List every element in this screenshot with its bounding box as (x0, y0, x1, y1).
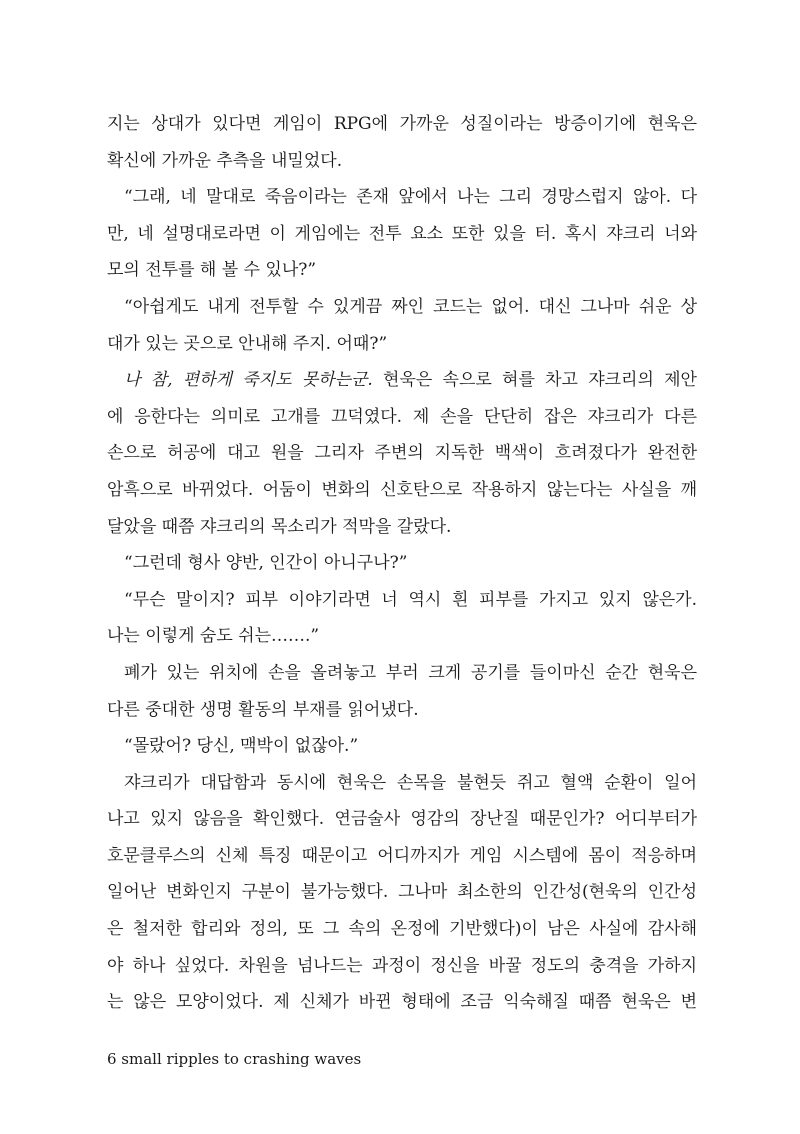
line-text: 지는 상대가 있다면 게임이 RPG에 가까운 성질이라는 방증이기에 현욱은 (107, 114, 697, 134)
text-line (107, 399, 697, 436)
text-line (107, 582, 697, 619)
text-line (107, 509, 697, 546)
line-text: 달았을 때쯤 쟈크리의 목소리가 적막을 갈랐다. (107, 516, 452, 537)
text-line (107, 874, 697, 911)
page-body-text (107, 106, 697, 1021)
italic-text: 나 참, 편하게 죽지도 못하는군. (124, 370, 373, 391)
line-text: 현욱은 속으로 혀를 차고 쟈크리의 제안 (372, 370, 697, 391)
text-line (107, 472, 697, 509)
text-line (107, 765, 697, 802)
line-text: 는 않은 모양이었다. 제 신체가 바뀐 형태에 조금 익숙해질 때쯤 현욱은 변 (107, 992, 697, 1013)
text-line (107, 216, 697, 253)
text-line (107, 948, 697, 985)
line-text: 만, 네 설명대로라면 이 게임에는 전투 요소 또한 있을 터. 혹시 쟈크리 너와 (107, 223, 697, 244)
line-text: 에 응한다는 의미로 고개를 끄덕였다. 제 손을 단단히 잡은 쟈크리가 다른 (107, 406, 697, 427)
text-line (107, 692, 697, 729)
line-text: 다른 중대한 생명 활동의 부재를 읽어냈다. (107, 699, 419, 720)
line-text: “아쉽게도 내게 전투할 수 있게끔 짜인 코드는 없어. 대신 그나마 쉬운 상 (124, 296, 697, 317)
text-line (107, 252, 697, 289)
line-text: 폐가 있는 위치에 손을 올려놓고 부러 크게 공기를 들이마신 순간 현욱은 (124, 662, 697, 683)
line-text: 쟈크리가 대답함과 동시에 현욱은 손목을 불현듯 쥐고 혈액 순환이 일어 (124, 772, 697, 793)
text-line (107, 179, 697, 216)
line-text: 나고 있지 않음을 확인했다. 연금술사 영감의 장난질 때문인가? 어디부터가 (107, 809, 697, 830)
text-line (107, 838, 697, 875)
line-text: “그래, 네 말대로 죽음이라는 존재 앞에서 나는 그리 경망스럽지 않아. 다 (124, 187, 697, 208)
text-line (107, 911, 697, 948)
page-footer: 6 small ripples to crashing waves (107, 1050, 362, 1068)
text-line (107, 106, 697, 143)
line-text: 나는 이렇게 숨도 쉬는…….” (107, 626, 320, 647)
text-line (107, 326, 697, 363)
text-line (107, 655, 697, 692)
text-line (107, 618, 697, 655)
line-text: 은 철저한 합리와 정의, 또 그 속의 온정에 기반했다)이 남은 사실에 감사해 (107, 919, 697, 940)
text-line (107, 435, 697, 472)
line-text: 호문클루스의 신체 특징 때문이고 어디까지가 게임 시스템에 몸이 적응하며 (107, 845, 697, 866)
text-line (107, 143, 697, 180)
line-text: 대가 있는 곳으로 안내해 주지. 어때?” (107, 333, 388, 354)
line-text: 일어난 변화인지 구분이 불가능했다. 그나마 최소한의 인간성(현욱의 인간성 (107, 882, 697, 903)
line-text: 확신에 가까운 추측을 내밀었다. (107, 150, 343, 171)
text-line (107, 289, 697, 326)
line-text: 손으로 허공에 대고 원을 그리자 주변의 지독한 백색이 흐려졌다가 완전한 (107, 443, 697, 464)
text-line (107, 801, 697, 838)
line-text: “무슨 말이지? 피부 이야기라면 너 역시 흰 피부를 가지고 있지 않은가. (124, 589, 697, 610)
text-line (107, 728, 697, 765)
line-text: “그런데 형사 양반, 인간이 아니구나?” (124, 553, 408, 574)
text-line (107, 984, 697, 1021)
line-text: 모의 전투를 해 볼 수 있나?” (107, 260, 317, 281)
line-text: 야 하나 싶었다. 차원을 넘나드는 과정이 정신을 바꿀 정도의 충격을 가하지 (107, 955, 697, 976)
line-text: “몰랐어? 당신, 맥박이 없잖아.” (124, 736, 359, 757)
text-line (107, 545, 697, 582)
text-line (107, 362, 697, 399)
line-text: 암흑으로 바뀌었다. 어둠이 변화의 신호탄으로 작용하지 않는다는 사실을 깨 (107, 479, 697, 500)
